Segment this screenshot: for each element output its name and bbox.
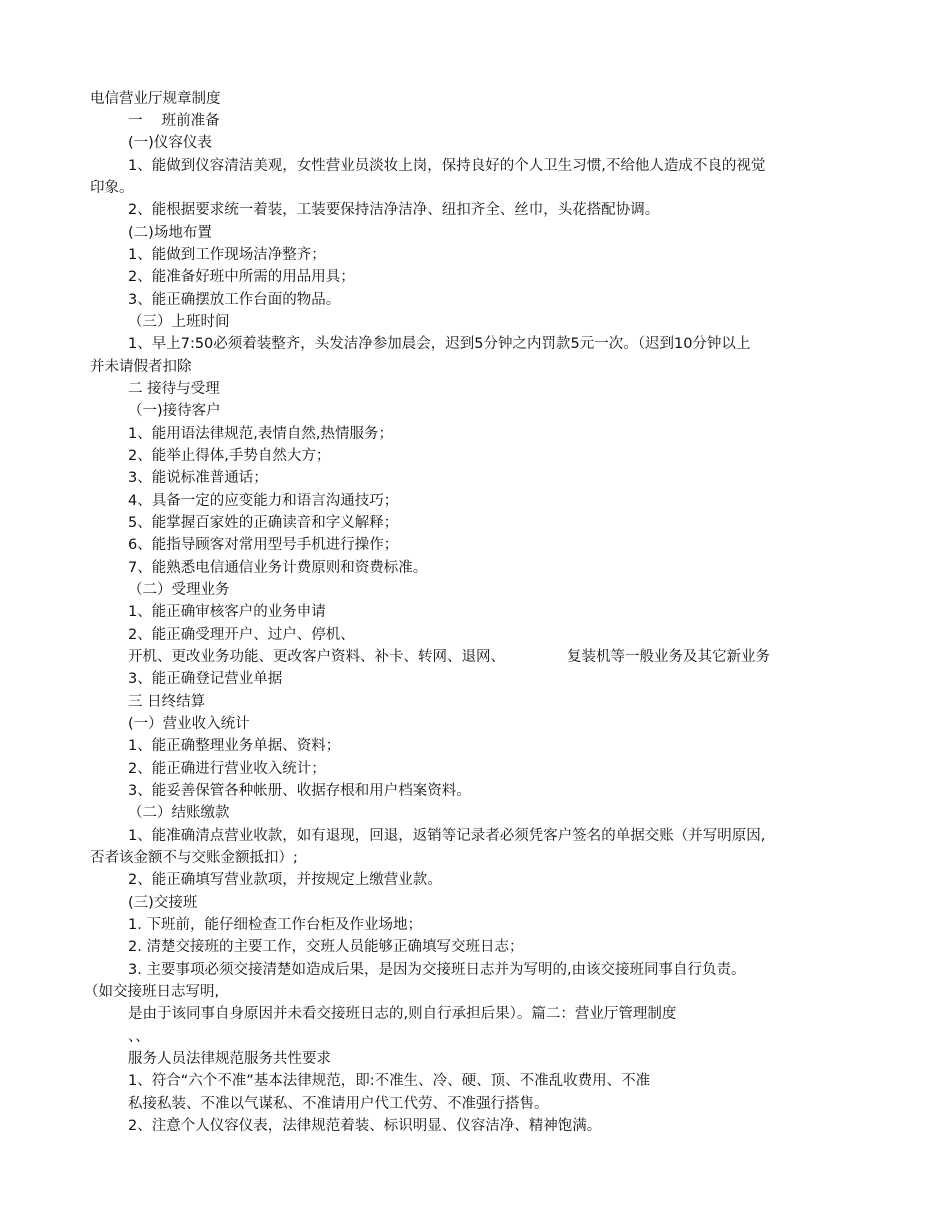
text-line: 2、能正确受理开户、过户、停机、 [128, 627, 355, 643]
text-line: 7、能熟悉电信通信业务计费原则和资费标准。 [128, 560, 428, 576]
text-line: 3、能正确摆放工作台面的物品。 [128, 292, 341, 308]
text-line: 2、注意个人仪容仪表，法律规范着装、标识明显、仪容洁净、精神饱满。 [128, 1118, 602, 1134]
text-line: （如交接班日志写明, [84, 984, 220, 1000]
text-line: 3、能妥善保管各种帐册、收据存根和用户档案资料。 [128, 783, 471, 799]
subsection-heading: （二）受理业务 [128, 582, 230, 598]
text-line: 否者该金额不与交账金额抵扣）; [90, 850, 298, 866]
text-segment: 复装机等一般业务及其它新业务 [567, 649, 770, 665]
text-line: 2. 清楚交接班的主要工作，交班人员能够正确填写交班日志； [128, 939, 524, 955]
section-heading-2: 二 接待与受理 [128, 381, 220, 397]
section-heading-3: 三 日终结算 [128, 694, 206, 710]
text-line: 6、能指导顾客对常用型号手机进行操作； [128, 537, 399, 553]
text-line: 2、能准备好班中所需的用品用具； [128, 269, 355, 285]
text-line: 1、能准确清点营业收款，如有退现，回退，返销等记录者必须凭客户签名的单据交账（并写明原因, [128, 828, 766, 844]
text-line: 私接私装、不准以气谋私、不准请用户代工代劳、不准强行搭售。 [128, 1096, 549, 1112]
subsection-heading: （三）上班时间 [128, 314, 230, 330]
subsection-heading: （二）结账缴款 [128, 805, 230, 821]
text-line [128, 646, 770, 668]
subsection-heading: (二)场地布置 [128, 225, 212, 241]
subsection-heading: (一)仪容仪表 [128, 135, 212, 151]
text-line: 、、 [128, 1029, 150, 1045]
text-line: 2、能正确进行营业收入统计； [128, 761, 326, 777]
text-line: 并未请假者扣除 [90, 359, 192, 375]
section-heading-1: 一 班前准备 [128, 113, 220, 129]
text-line: 1、能正确整理业务单据、资料； [128, 738, 341, 754]
document-title: 电信营业厅规章制度 [90, 91, 221, 107]
text-line: 2、能正确填写营业款项，并按规定上缴营业款。 [128, 872, 442, 888]
text-line: 服务人员法律规范服务共性要求 [128, 1051, 331, 1067]
subsection-heading: (三)交接班 [128, 895, 198, 911]
text-line: 印象。 [90, 180, 134, 196]
text-line: 2、能根据要求统一着装，工装要保持洁净洁净、纽扣齐全、丝巾，头花搭配协调。 [128, 202, 660, 218]
text-line: 3. 主要事项必须交接清楚如造成后果，是因为交接班日志并为写明的,由该交接班同事自行负责。 [128, 962, 746, 978]
text-line: 4、具备一定的应变能力和语言沟通技巧； [128, 493, 399, 509]
text-line: 1、能做到仪容清洁美观，女性营业员淡妆上岗，保持良好的个人卫生习惯,不给他人造成不良的视觉 [128, 158, 766, 174]
text-line: 是由于该同事自身原因并未看交接班日志的,则自行承担后果）。篇二：营业厅管理制度 [128, 1006, 677, 1022]
text-line: 1、能做到工作现场洁净整齐； [128, 247, 326, 263]
text-line: 1、符合“六个不准”基本法律规范，即:不准生、冷、硬、顶、不准乱收费用、不准 [128, 1073, 651, 1089]
text-segment: 开机、更改业务功能、更改客户资料、补卡、转网、退网、 [128, 649, 505, 665]
text-line: 3、能说标准普通话； [128, 470, 268, 486]
text-line: 1、能用语法律规范,表情自然,热情服务； [128, 426, 393, 442]
text-line: 3、能正确登记营业单据 [128, 671, 283, 687]
subsection-heading: （一)接待客户 [128, 403, 221, 419]
text-line: 1、早上7:50必须着装整齐，头发洁净参加晨会，迟到5分钟之内罚款5元一次。（迟到10分钟以上 [128, 336, 751, 352]
text-line: 5、能掌握百家姓的正确读音和字义解释； [128, 515, 399, 531]
text-line: 1、能正确审核客户的业务申请 [128, 604, 326, 620]
subsection-heading: (一）营业收入统计 [128, 716, 250, 732]
text-line: 1. 下班前，能仔细检查工作台柜及作业场地； [128, 917, 422, 933]
text-line: 2、能举止得体,手势自然大方； [128, 448, 331, 464]
